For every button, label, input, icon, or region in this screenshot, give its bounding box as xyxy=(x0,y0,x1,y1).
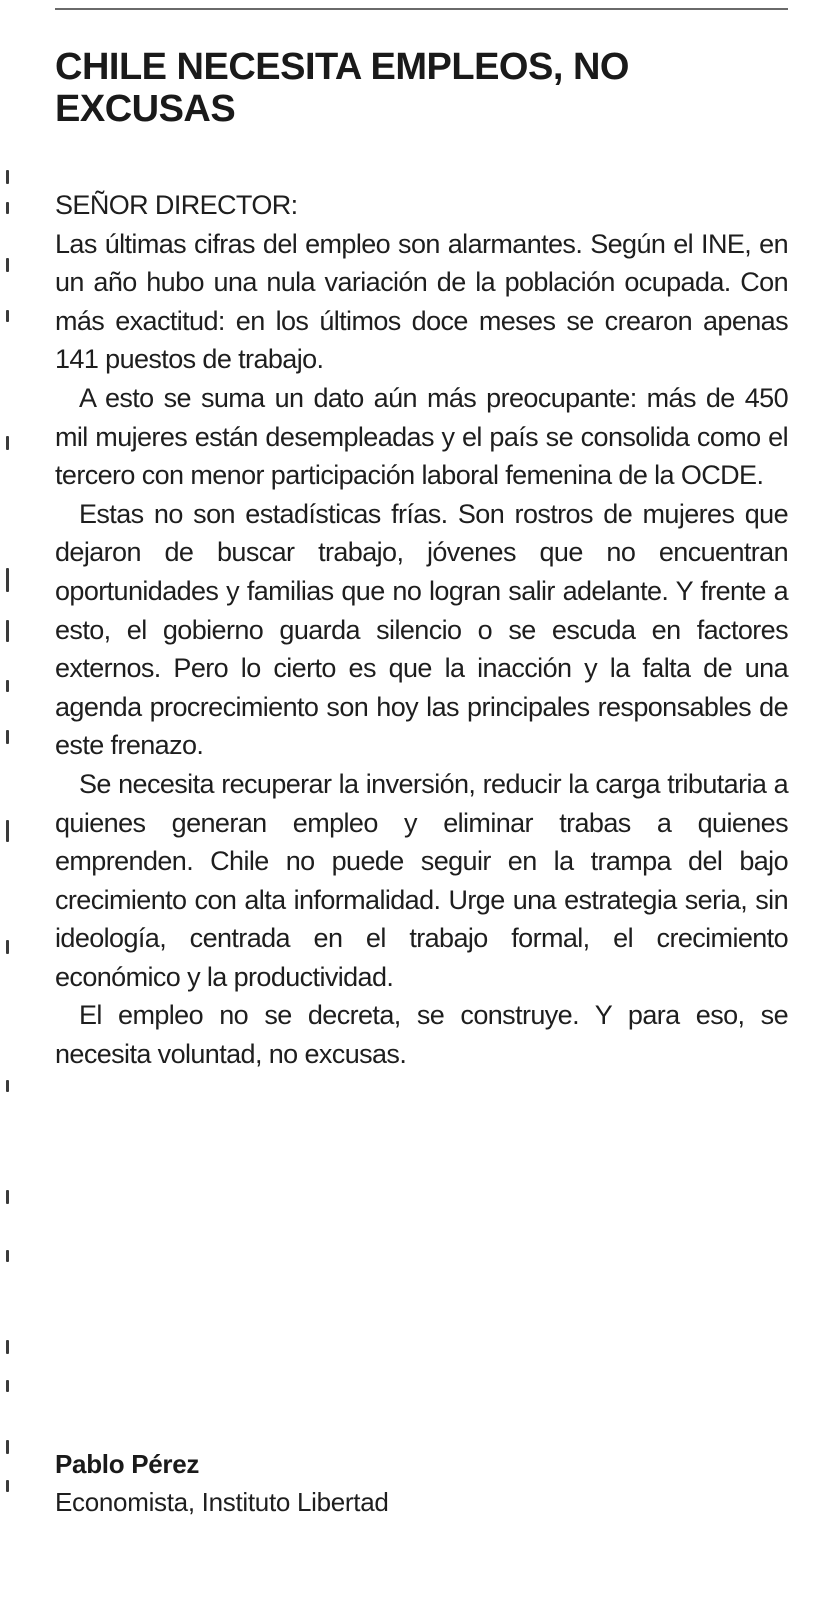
letter-paragraph-2: A esto se suma un dato aún más preocupante: más de 450 mil mujeres están desempleadas y el país se consolida como el tercero con menor participación laboral femenina de la OCDE. xyxy=(55,382,788,491)
gutter-mark xyxy=(6,1340,9,1354)
gutter-mark xyxy=(6,258,9,272)
author-affiliation: Economista, Instituto Libertad xyxy=(55,1487,389,1517)
letter-salutation: SEÑOR DIRECTOR: xyxy=(55,190,298,220)
gutter-mark xyxy=(6,1440,9,1454)
letter-paragraph-1: Las últimas cifras del empleo son alarmantes. Según el INE, en un año hubo una nula variación de la población ocupada. Con más exactitud: en los últimos doce meses se crearon apenas 141 puestos de trabajo. xyxy=(55,228,788,375)
top-divider-rule xyxy=(55,8,788,10)
gutter-mark xyxy=(6,1380,9,1392)
adjacent-column-edge xyxy=(0,150,14,1530)
signature-block xyxy=(55,1446,788,1520)
gutter-mark xyxy=(6,1080,9,1092)
gutter-mark xyxy=(6,820,9,842)
letter-headline xyxy=(55,46,755,130)
headline-line-2: EXCUSAS xyxy=(55,88,236,130)
letter-paragraph-5: El empleo no se decreta, se construye. Y para eso, se necesita voluntad, no excusas. xyxy=(55,1000,788,1070)
gutter-mark xyxy=(6,1480,9,1492)
headline-line-1: CHILE NECESITA EMPLEOS, NO xyxy=(55,46,629,88)
letter-paragraph-4: Se necesita recuperar la inversión, reducir la carga tributaria a quienes generan empleo y eliminar trabas a quienes emprenden. Chile no puede seguir en la trampa del bajo crecimiento con alta informalidad. Urge una estrategia seria, sin ideología, centrada en el trabajo formal, el crecimiento económico y la productividad. xyxy=(55,768,788,992)
gutter-mark xyxy=(6,568,9,592)
gutter-mark xyxy=(6,170,9,184)
gutter-mark xyxy=(6,310,9,322)
letter-paragraph-3: Estas no son estadísticas frías. Son rostros de mujeres que dejaron de buscar trabajo, jóvenes que no encuentran oportunidades y familias que no logran salir adelante. Y frente a esto, el gobierno guarda silencio o se escuda en factores externos. Pero lo cierto es que la inacción y la falta de una agenda procrecimiento son hoy las principales responsables de este frenazo. xyxy=(55,498,788,761)
gutter-mark xyxy=(6,940,9,954)
gutter-mark xyxy=(6,680,9,692)
gutter-mark xyxy=(6,202,9,214)
gutter-mark xyxy=(6,730,9,744)
gutter-mark xyxy=(6,436,9,450)
gutter-mark xyxy=(6,1250,9,1262)
letter-body xyxy=(55,186,788,1074)
author-name: Pablo Pérez xyxy=(55,1449,200,1479)
gutter-mark xyxy=(6,1190,9,1204)
gutter-mark xyxy=(6,620,9,642)
